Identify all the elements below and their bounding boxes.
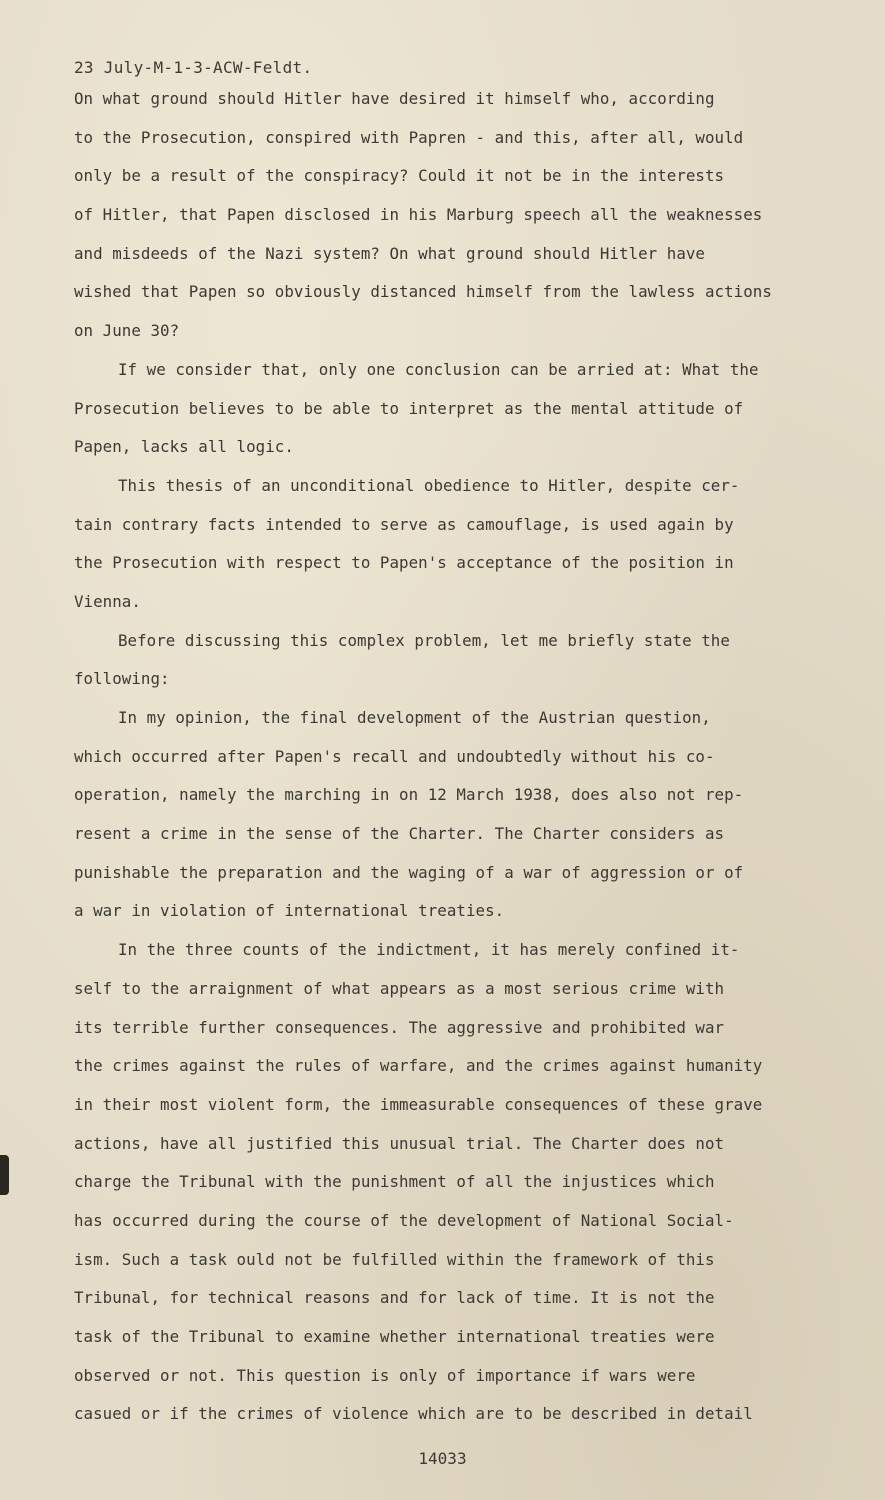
text-line: wished that Papen so obviously distanced himself from the lawless actions (74, 282, 772, 302)
text-line: Vienna. (74, 591, 141, 611)
text-line: observed or not. This question is only of importance if wars were (74, 1365, 696, 1385)
text-line: on June 30? (74, 321, 180, 341)
text-line: This thesis of an unconditional obedience to Hitler, despite cer- (118, 475, 740, 495)
text-line: the crimes against the rules of warfare, and the crimes against humanity (74, 1056, 763, 1076)
text-line: actions, have all justified this unusual trial. The Charter does not (74, 1133, 725, 1153)
text-line: to the Prosecution, conspired with Papren - and this, after all, would (74, 127, 744, 147)
text-line: punishable the preparation and the waging of a war of aggression or of (74, 862, 744, 882)
page-number: 14033 (418, 1449, 467, 1468)
text-line: a war in violation of international treaties. (74, 901, 505, 921)
text-line: Prosecution believes to be able to interpret as the mental attitude of (74, 398, 744, 418)
document-header: 23 July-M-1-3-ACW-Feldt. (74, 58, 313, 77)
text-line: casued or if the crimes of violence which are to be described in detail (74, 1404, 753, 1424)
document-body (74, 80, 814, 1434)
text-line: has occurred during the course of the development of National Social- (74, 1210, 734, 1230)
text-line: On what ground should Hitler have desired it himself who, according (74, 89, 715, 108)
text-line: its terrible further consequences. The aggressive and prohibited war (74, 1017, 725, 1037)
text-line: operation, namely the marching in on 12 March 1938, does also not rep- (74, 785, 744, 805)
text-line: which occurred after Papen's recall and undoubtedly without his co- (74, 746, 715, 766)
text-line: self to the arraignment of what appears as a most serious crime with (74, 978, 725, 998)
text-line: resent a crime in the sense of the Charter. The Charter considers as (74, 824, 725, 844)
page-edge-tab (0, 1155, 9, 1195)
text-line: following: (74, 669, 170, 689)
text-line: task of the Tribunal to examine whether international treaties were (74, 1327, 715, 1346)
text-line: charge the Tribunal with the punishment of all the injustices which (74, 1172, 715, 1192)
text-line: In my opinion, the final development of the Austrian question, (118, 708, 711, 727)
text-line: of Hitler, that Papen disclosed in his Marburg speech all the weaknesses (74, 205, 763, 225)
text-line: Before discussing this complex problem, let me briefly state the (118, 630, 730, 650)
text-line: Papen, lacks all logic. (74, 437, 294, 457)
text-line: and misdeeds of the Nazi system? On what ground should Hitler have (74, 243, 705, 263)
text-line: In the three counts of the indictment, it has merely confined it- (118, 940, 740, 960)
text-line: in their most violent form, the immeasurable consequences of these grave (74, 1094, 763, 1114)
text-line: tain contrary facts intended to serve as camouflage, is used again by (74, 514, 734, 534)
text-line: If we consider that, only one conclusion can be arried at: What the (118, 359, 759, 379)
text-line: only be a result of the conspiracy? Could it not be in the interests (74, 166, 725, 186)
text-line: ism. Such a task ould not be fulfilled within the framework of this (74, 1249, 715, 1269)
text-line: Tribunal, for technical reasons and for lack of time. It is not the (74, 1288, 715, 1308)
text-line: the Prosecution with respect to Papen's acceptance of the position in (74, 553, 734, 573)
